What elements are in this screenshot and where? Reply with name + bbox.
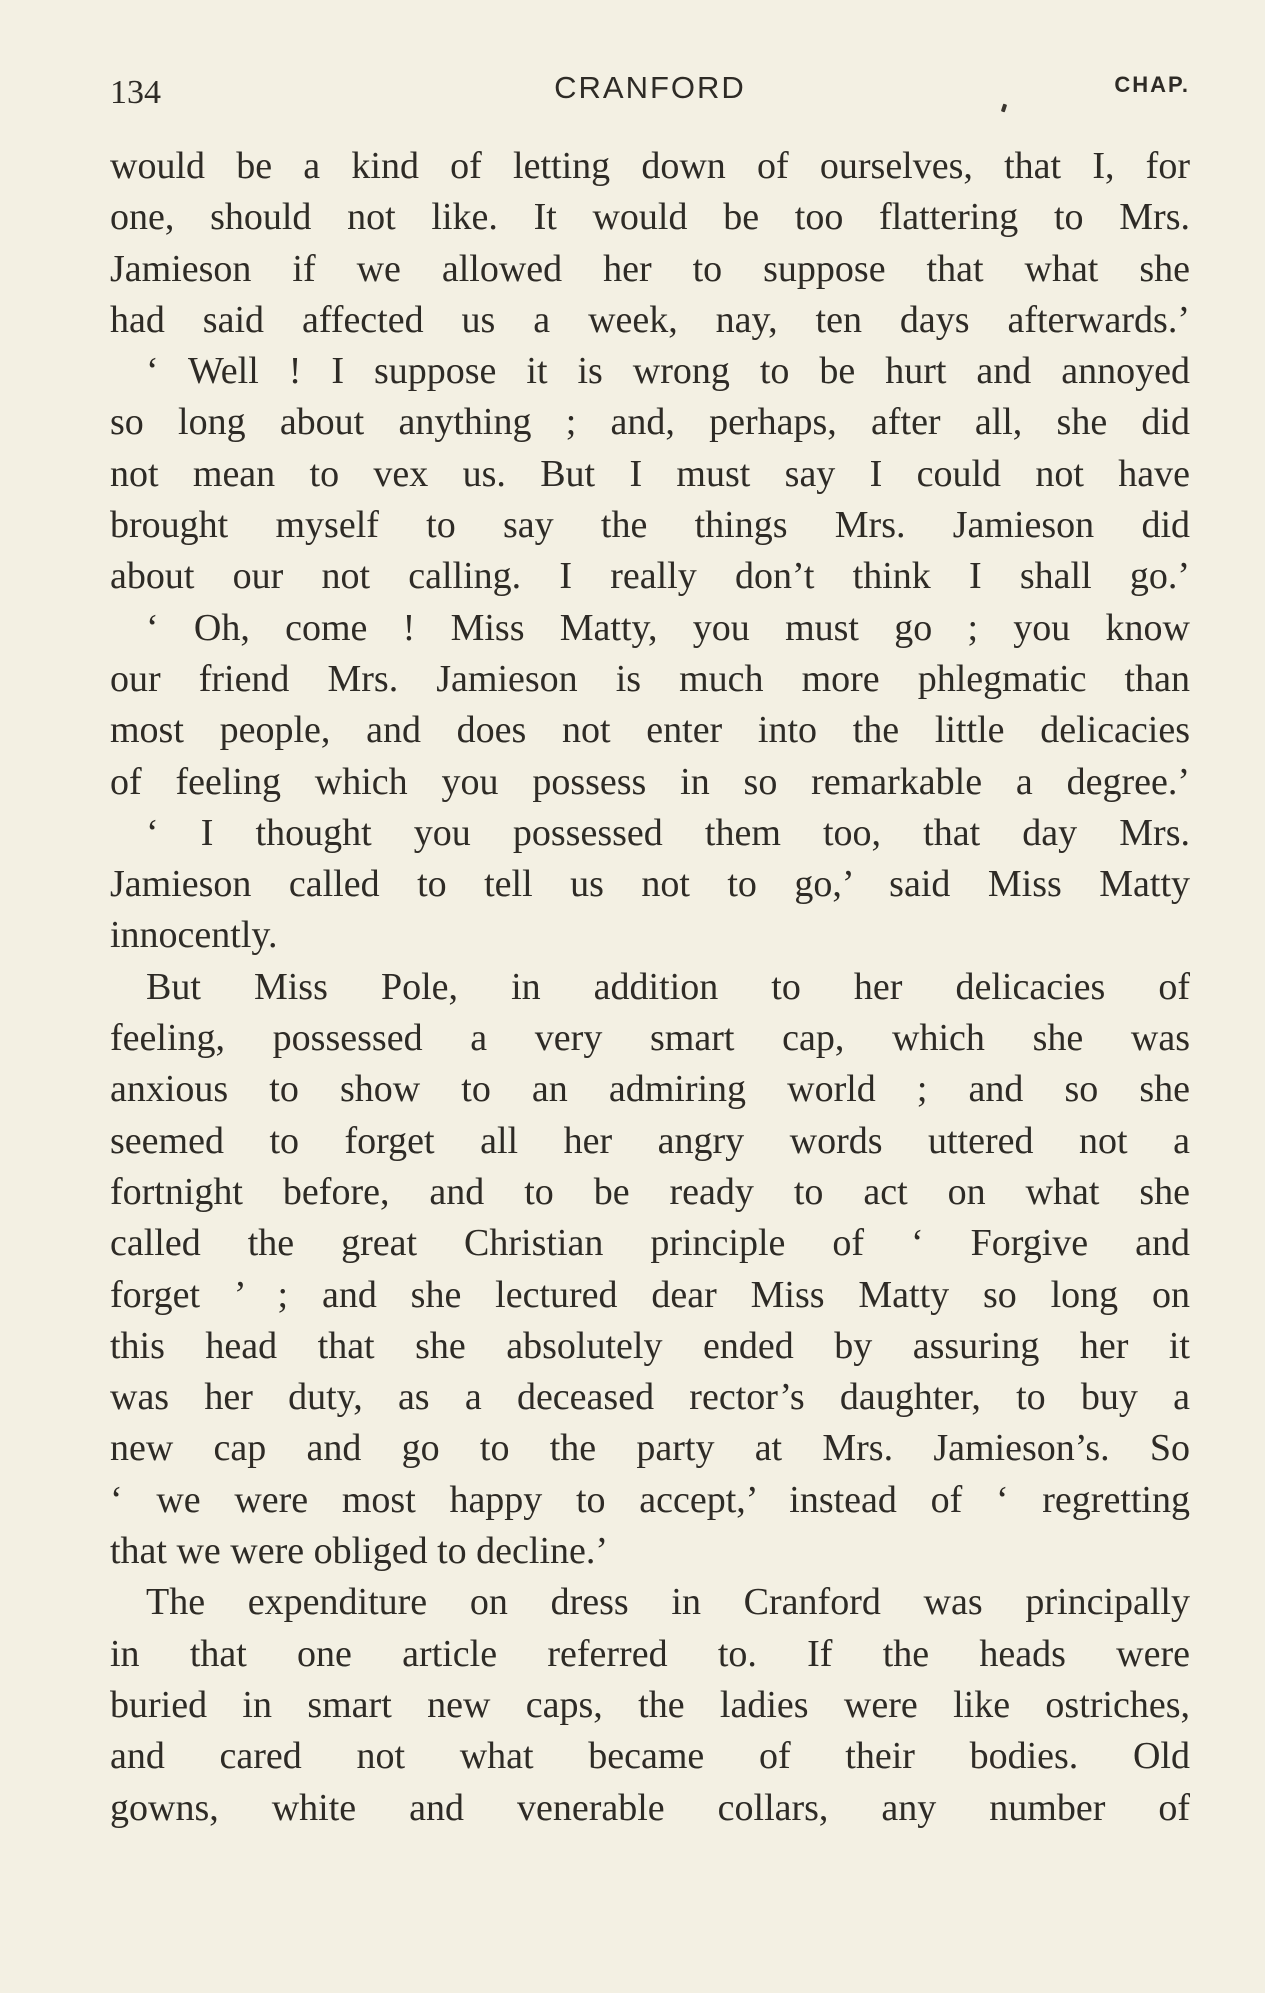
text-line: fortnight before, and to be ready to act on what she bbox=[110, 1170, 1190, 1213]
text-line: brought myself to say the things Mrs. Jamieson did bbox=[110, 504, 1190, 547]
text-line: seemed to forget all her angry words uttered not a bbox=[110, 1119, 1190, 1162]
text-line: buried in smart new caps, the ladies were like ostriches, bbox=[110, 1683, 1190, 1726]
text-line: forget ’ ; and she lectured dear Miss Matty so long on bbox=[110, 1273, 1190, 1316]
text-line: gowns, white and venerable collars, any number of bbox=[110, 1786, 1190, 1829]
text-line: Jamieson called to tell us not to go,’ said Miss Matty bbox=[110, 863, 1190, 906]
body-text bbox=[110, 141, 1190, 1834]
text-line: this head that she absolutely ended by assuring her it bbox=[110, 1324, 1190, 1367]
text-line: had said affected us a week, nay, ten days afterwards.’ bbox=[110, 298, 1190, 341]
text-line: one, should not like. It would be too flattering to Mrs. bbox=[110, 196, 1190, 239]
text-line: our friend Mrs. Jamieson is much more phlegmatic than bbox=[110, 657, 1190, 700]
chapter-label: CHAP. bbox=[1114, 72, 1190, 97]
text-line: new cap and go to the party at Mrs. Jamieson’s. So bbox=[110, 1427, 1190, 1470]
text-line: called the great Christian principle of ‘ Forgive and bbox=[110, 1222, 1190, 1265]
text-line: But Miss Pole, in addition to her delicacies of bbox=[146, 965, 1190, 1008]
text-line: ‘ I thought you possessed them too, that day Mrs. bbox=[146, 811, 1190, 854]
text-line: in that one article referred to. If the heads were bbox=[110, 1632, 1190, 1675]
text-line: so long about anything ; and, perhaps, after all, she did bbox=[110, 401, 1190, 444]
text-line: ‘ Well ! I suppose it is wrong to be hurt and annoyed bbox=[146, 350, 1190, 393]
text-line: ‘ we were most happy to accept,’ instead of ‘ regretting bbox=[110, 1478, 1190, 1521]
text-line: feeling, possessed a very smart cap, which she was bbox=[110, 1017, 1190, 1060]
text-line: anxious to show to an admiring world ; and so she bbox=[110, 1068, 1190, 1111]
text-line: ‘ Oh, come ! Miss Matty, you must go ; you know bbox=[146, 606, 1190, 649]
text-line: about our not calling. I really don’t think I shall go.’ bbox=[110, 555, 1190, 598]
text-line: The expenditure on dress in Cranford was principally bbox=[146, 1581, 1190, 1624]
text-line: innocently. bbox=[110, 914, 278, 957]
text-line: most people, and does not enter into the little delicacies bbox=[110, 709, 1190, 752]
text-line: not mean to vex us. But I must say I could not have bbox=[110, 452, 1190, 495]
text-line: Jamieson if we allowed her to suppose that what she bbox=[110, 247, 1190, 290]
running-head bbox=[110, 66, 1190, 116]
text-line: and cared not what became of their bodies. Old bbox=[110, 1735, 1190, 1778]
running-title: CRANFORD bbox=[554, 70, 746, 105]
text-line: that we were obliged to decline.’ bbox=[110, 1530, 609, 1573]
text-line: would be a kind of letting down of ourselves, that I, for bbox=[110, 145, 1190, 187]
text-line: was her duty, as a deceased rector’s daughter, to buy a bbox=[110, 1376, 1190, 1419]
page-number: 134 bbox=[110, 74, 161, 111]
text-line: of feeling which you possess in so remarkable a degree.’ bbox=[110, 760, 1190, 803]
